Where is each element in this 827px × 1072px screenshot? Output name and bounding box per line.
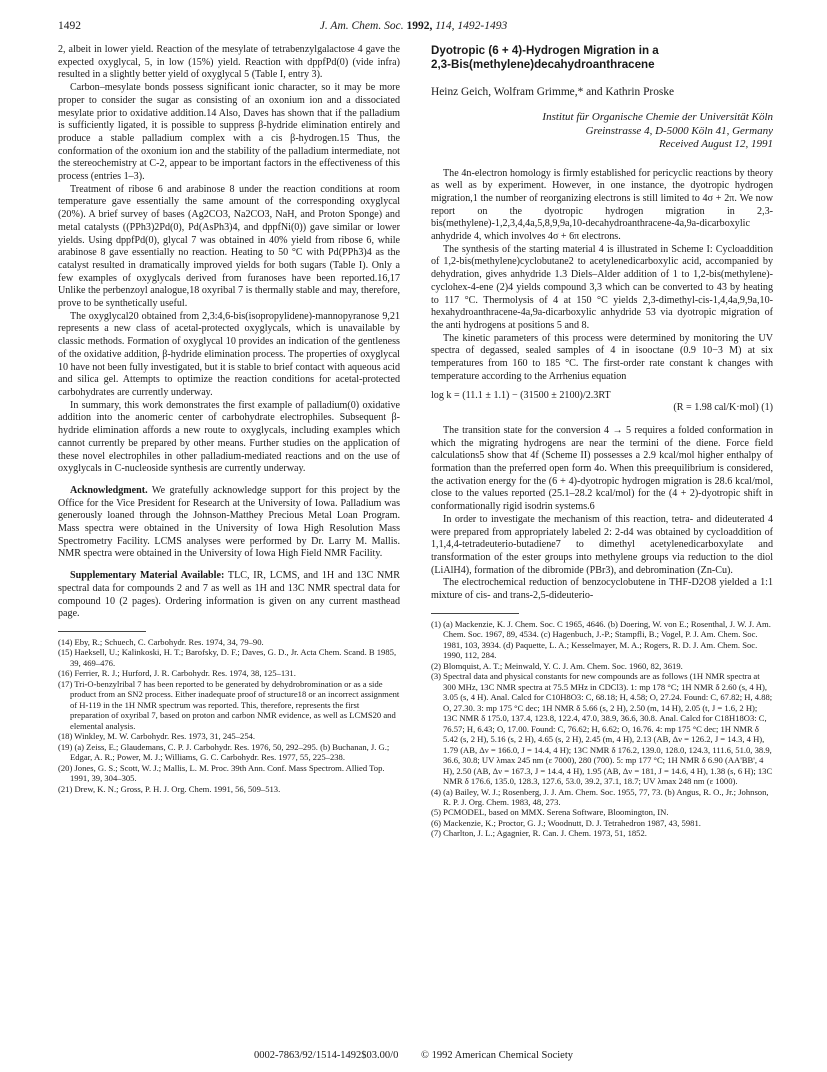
footnote: (19) (a) Zeiss, E.; Glaudemans, C. P. J. Carbohydr. Res. 1976, 50, 292–295. (b) Buchanan, J. G.; Edgar, A. R.; Power, M. J.; Williams, G. C. Carbohydr. Res. 1977, 55, 225–238.	[58, 741, 390, 763]
journal-year: 1992,	[406, 20, 433, 32]
footnote: (21) Drew, K. N.; Gross, P. H. J. Org. Chem. 1991, 56, 509–513.	[58, 783, 281, 794]
author-affiliation	[431, 111, 773, 151]
footnote: (17) Tri-O-benzylribal 7 has been reported to be generated by dehydrobromination or as a side product from an SN2 process. Either inadequate proof of structure18 or an incorrect assignment of H-119 in the 1H NMR spectrum was reported. This, therefore, represents the first preparation of oxyribal 7, based on proton and carbon NMR evidence, as well as LCMS20 and elemental analysis.	[58, 678, 400, 731]
left-footnotes	[58, 637, 400, 794]
page-number: 1492	[58, 20, 81, 32]
footnote: (4) (a) Bailey, W. J.; Rosenberg, J. J. Am. Chem. Soc. 1955, 77, 73. (b) Angus, R. O., Jr.; Johnson, R. P. J. Org. Chem. 1983, 48, 273.	[431, 786, 769, 807]
footnote: (16) Ferrier, R. J.; Hurford, J. R. Carbohydr. Res. 1974, 38, 125–131.	[58, 668, 296, 679]
footer-copyright: © 1992 American Chemical Society	[420, 1050, 574, 1061]
footnote: (6) Mackenzie, K.; Proctor, G. J.; Woodnutt, D. J. Tetrahedron 1987, 43, 5981.	[431, 817, 701, 828]
equation-line: log k = (11.1 ± 1.1) − (31500 ± 2100)/2.3RT	[431, 389, 611, 401]
affiliation-line: Greinstrasse 4, D-5000 Köln 41, Germany	[585, 124, 773, 137]
footnote: (18) Winkley, M. W. Carbohydr. Res. 1973, 31, 245–254.	[58, 731, 256, 742]
acknowledgment-text: We gratefully acknowledge support for this project by the Office for the Vice President for Research at the University of Iowa. Palladium was generously loaned through the Johnson-Matthey Precious Metal Loan Program. Mass spectra were obtained in the University of Iowa High Resolution Mass Spectrometry Facility. LCMS analyses were performed by Dr. Larry M. Mallis. NMR spectra were obtained in the University of Iowa High Field NMR Facility.	[58, 484, 400, 560]
running-header	[0, 20, 827, 32]
body-paragraph: The transition state for the conversion 4 → 5 requires a folded conformation in which the migrating hydrogens are near the termini of the diene. Force field calculations5 show that 4f (Scheme II) possesses a 2.9 kcal/mol higher enthalpy of formation than the preferred open form 4o. When this preequilibrium is considered, the activation energy for the (6 + 4)-dyotropic hydrogen migration is 28.6 kcal/mol, close to the values reported (25.1–28.2 kcal/mol) for the (4 + 2)-dyotropic shift in conformationally rigid isodrin systems.6	[431, 424, 773, 513]
journal-name: J. Am. Chem. Soc.	[319, 20, 404, 32]
supplementary-label: Supplementary Material Available:	[70, 570, 225, 582]
body-paragraph: The electrochemical reduction of benzocyclobutene in THF-D2O8 yielded a 1:1 mixture of cis- and trans-2,5-dideuterio-	[431, 577, 773, 602]
article-title	[431, 44, 773, 73]
right-footnotes	[431, 619, 773, 839]
footnote-rule	[58, 631, 146, 632]
body-paragraph: The oxyglycal20 obtained from 2,3:4,6-bis(isopropylidene)-mannopyranose 9,21 represents a new class of acetal-protected oxyglycals, which is unavailable by classic methods. Formation of oxyglycal 10 provides an indication of the gentleness of the oxidative addition, β-hydride elimination process. The properties of oxyglycal 10 have not been fully investigated, but it is stable to brief contact with aqueous acid and silica gel. Attempts to optimize the reaction conditions for acetal-protected carbohydrates are currently underway.	[58, 310, 400, 398]
body-paragraph: In summary, this work demonstrates the first example of palladium(0) oxidative addition into the anomeric center of carbohydrate electrophiles. Subsequent β-hydride elimination affords a new route to oxyglycals, including examples which cannot currently be prepared by other means. Further studies on the application of these novel electrophiles in other palladium-mediated reactions and on the use of oxyglycals in C-nucleoside synthesis are currently underway.	[58, 399, 400, 475]
body-paragraph: Treatment of ribose 6 and arabinose 8 under the reaction conditions at room temperature gave essentially the same amount of the corresponding oxyglycal (20%). A brief survey of bases (Ag2CO3, Na2CO3, NaH, and Proton Sponge) and metal catalysts ((PPh3)2Pd(0), Pd(AsPh3)4, and dppfNi(0)) gave similar or lower yields. Using dppfPd(0), glycal 7 was obtained in 40% yield from ribose 6, while arabinose 8 gave essentially no reaction. Heating to 50 °C with Pd(PPh3)4 as the catalyst resulted in dramatically improved yields for both sugars (Table I). Only a few examples of oxyglycals derived from furanoses have been reported.16,17 Unlike the perbenzoyl analogue,18 oxyribal 7 is thermally stable and may, therefore, prove to be synthetically useful.	[58, 183, 400, 310]
body-paragraph: Carbon–mesylate bonds possess significant ionic character, so it may be more proper to consider the sugar as consisting of an oxonium ion and a dissociated mesylate prior to oxidative addition.14 Also, Daves has shown that if the palladium is sufficiently ligated, it is possible to suppress β-hydride elimination entirely and produce a stable palladium complex with a cis β-hydrogen.15 Thus, the conformation of the oxonium ion and the stability of the palladium intermediate, not the stereochemistry at C-2, appear to be important factors in the effectiveness of this process (entries 1–3).	[58, 82, 400, 183]
article-authors: Heinz Geich, Wolfram Grimme,* and Kathrin Proske	[431, 85, 675, 98]
footnote: (1) (a) Mackenzie, K. J. Chem. Soc. C 1965, 4646. (b) Doering, W. von E.; Rosenthal, J. W. J. Am. Chem. Soc. 1967, 89, 4534. (c) Hagenbuch, J.-P.; Stampfli, B.; Vogel, P. J. Am. Chem. Soc. 1981, 103, 3934. (d) Paquette, L. A.; Kesselmayer, M. A.; Rogers, R. D. J. Am. Chem. Soc. 1990, 112, 284.	[431, 618, 771, 661]
acknowledgment-label: Acknowledgment.	[70, 484, 148, 496]
footnote: (3) Spectral data and physical constants for new compounds are as follows (1H NMR spectra at 300 MHz, 13C NMR spectra at 75.5 MHz in CDCl3). 1: mp 178 °C; 1H NMR δ 2.60 (s, 4 H), 3.05 (s, 4 H). Anal. Calcd for C10H8O3: C, 68.18; H, 4.58; O, 27.24. Found: C, 67.82; H, 4.88; O, 27.30. 3: mp 175 °C dec; 1H NMR δ 5.66 (s, 2 H), 2.50 (m, 14 H), 2.05 (t, J = 1.6, 2 H); 13C NMR δ 175.0, 137.4, 123.8, 122.4, 47.0, 38.9, 36.6, 30.8. Anal. Calcd for C18H18O3: C, 76.57; H, 6.43; O, 17.00. Found: C, 76.62; H, 6.62; O, 16.76. 4: mp 175 °C dec; 1H NMR δ 5.42 (s, 2 H), 5.16 (s, 2 H), 4.65 (s, 2 H), 2.45 (m, 4 H), 2.13 (AB, Δν = 126.2, J = 14.3, 4 H), 1.79 (AB, Δν = 166.0, J = 14.4, 4 H); 13C NMR δ 176.2, 139.0, 128.0, 124.3, 111.6, 51.0, 38.9, 36.6, 30.8; UV λmax 245 nm (ε 7000), 280 (700). 5: mp 177 °C; 1H NMR δ 6.90 (AA'BB', 4 H), 2.50 (AB, Δν = 167.3, J = 14.4, 4 H), 1.95 (AB, Δν = 181, J = 14.6, 4 H), 1.38 (s, 6 H); 13C NMR δ 176.6, 135.0, 128.3, 127.6, 53.0, 39.2, 37.1, 18.7; UV λmax 248 nm (ε 1000).	[431, 671, 773, 787]
footer-code: 0002-7863/92/1514-1492$03.00/0	[253, 1050, 399, 1061]
supplementary-material	[58, 570, 400, 621]
right-column	[431, 44, 773, 839]
footnote: (2) Blomquist, A. T.; Meinwald, Y. C. J. Am. Chem. Soc. 1960, 82, 3619.	[431, 660, 683, 671]
footnote: (15) Haeksell, U.; Kalinkoski, H. T.; Barofsky, D. F.; Daves, G. D., Jr. Acta Chem. Scand. B 1985, 39, 469–476.	[58, 647, 397, 668]
body-paragraph: The kinetic parameters of this process were determined by monitoring the UV spectra of degassed, sealed samples of 4 in isooctane (0.9 10−3 M) at six temperatures from 160 to 185 °C. The first-order rate constant k changes with temperature according to the Arrhenius equation	[431, 332, 773, 382]
supplementary-text: TLC, IR, LCMS, and 1H and 13C NMR spectral data for compounds 2 and 7 as well as 1H and 13C NMR spectral data for compound 10 (2 pages). Ordering information is given on any current masthead page.	[58, 570, 401, 620]
affiliation-line: Institut für Organische Chemie der Universität Köln	[542, 111, 773, 124]
body-paragraph: The 4n-electron homology is firmly established for pericyclic reactions by theory as well as by experiment. However, in one instance, the dyotropic hydrogen migration,1 the number of reorganizing electrons is still limited to 4σ + 2π. We now report on the dyotropic hydrogen migration in 2,3-bis(methylene)-1,2,3,4,4a,5,8,9,9a,10-decahydroanthracene-4a,9a-dicarboxylic anhydride 4, which involves 4σ + 6π electrons.	[431, 167, 773, 243]
footnote: (7) Charlton, J. L.; Agagnier, R. Can. J. Chem. 1973, 51, 1852.	[431, 828, 647, 839]
footnote: (20) Jones, G. S.; Scott, W. J.; Mallis, L. M. Proc. 39th Ann. Conf. Mass Spectrom. Allied Top. 1991, 39, 304–305.	[58, 762, 385, 784]
article-title-line: Dyotropic (6 + 4)-Hydrogen Migration in a	[431, 44, 659, 57]
equation-line: (R = 1.98 cal/K·mol) (1)	[673, 402, 773, 414]
left-column	[58, 44, 400, 794]
body-paragraph: In order to investigate the mechanism of this reaction, tetra- and dideuterated 4 were prepared from appropriately labeled 2: 2-d4 was obtained by cycloaddition of 1,1,4,4-tetradeuterio-butadiene7 to dimethyl acetylenedicarboxylate and transformation of the ester groups into methylene groups via reduction to the diol (LiAlH4), formation of the dibromide (PBr3), and debromination (Zn-Cu).	[431, 513, 773, 576]
footnote-rule	[431, 613, 519, 614]
footnote: (14) Eby, R.; Schuech, C. Carbohydr. Res. 1974, 34, 79–90.	[58, 636, 264, 647]
body-paragraph: 2, albeit in lower yield. Reaction of the mesylate of tetrabenzylgalactose 4 gave the expected oxyglycal, 5, in low (15%) yield. Reaction with dppfPd(0) (vide infra) resulted in a slightly better yield of oxyglycal 5 (Table I, entry 3).	[58, 44, 400, 81]
journal-volume: 114,	[435, 20, 455, 32]
body-paragraph: The synthesis of the starting material 4 is illustrated in Scheme I: Cycloaddition of 1,2-bis(methylene)cyclobutane2 to acetylenedicarboxylic acid, accompanied by dehydration, gives anhydride 1.3 Diels–Alder addition of 1 to 1,2-bis(methylene)-cyclohex-4-ene (2)4 yields compound 3,3 which can be converted to 43 by heating to 117 °C. Thermolysis of 4 at 150 °C yields 2,3-dimethyl-cis-1,4,4a,9,9a,10-hexahydroanthracene-4a,9a-dicarboxylic anhydride 53 via dyotropic migration of the anti hydrogens at positions 5 and 8.	[431, 243, 773, 331]
received-date: Received August 12, 1991	[658, 138, 773, 151]
acknowledgment	[58, 485, 400, 561]
arrhenius-equation	[431, 390, 773, 415]
footnote: (5) PCMODEL, based on MMX. Serena Software, Bloomington, IN.	[431, 807, 669, 818]
journal-pages: 1492-1493	[457, 20, 508, 32]
page-footer	[0, 1050, 827, 1061]
article-title-line: 2,3-Bis(methylene)decahydroanthracene	[431, 58, 655, 72]
